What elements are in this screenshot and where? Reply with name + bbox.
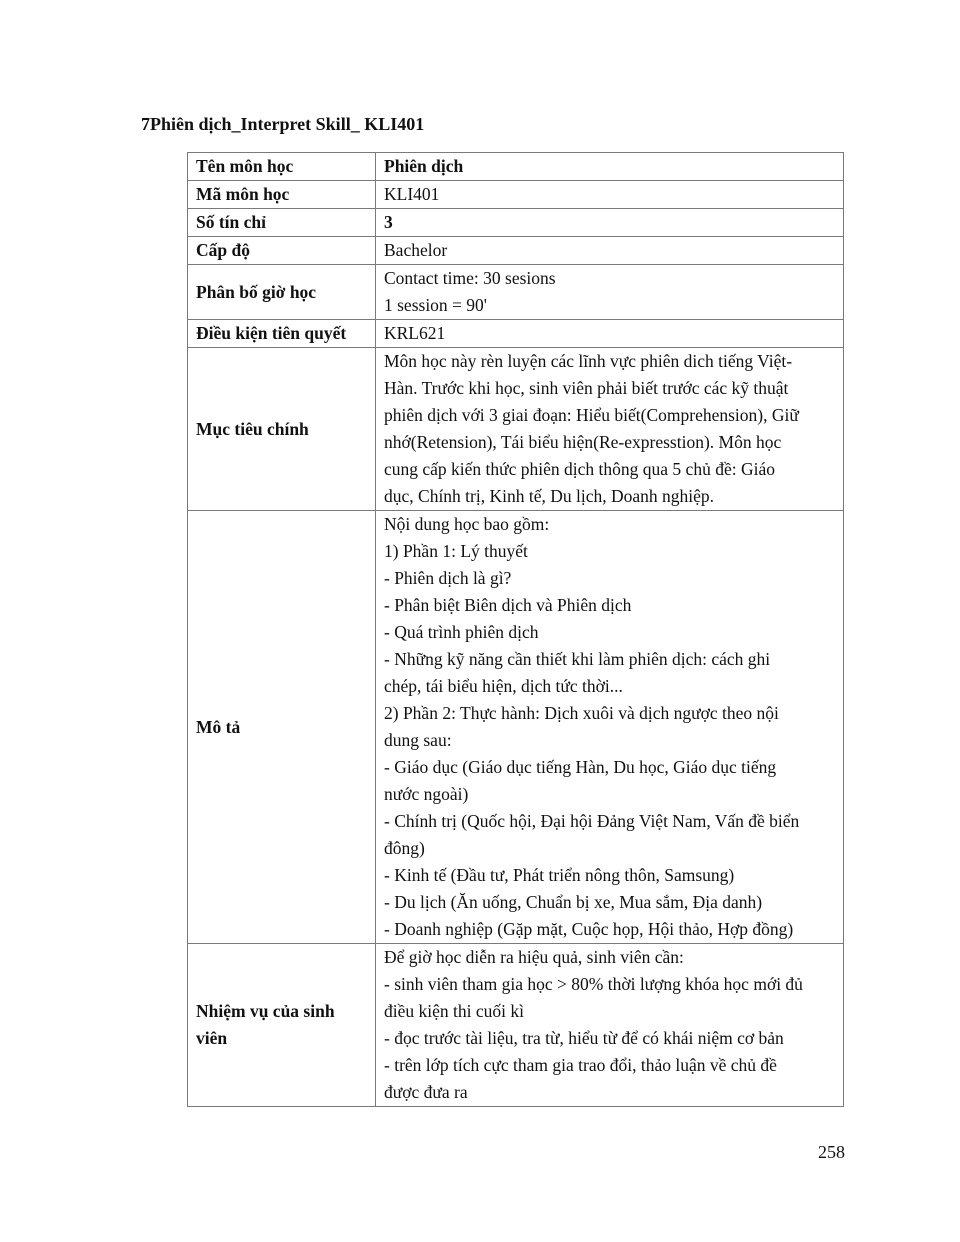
value-line: dung sau:	[384, 730, 452, 750]
row-label: Mục tiêu chính	[188, 348, 376, 511]
row-value	[376, 944, 844, 1107]
value-line: - Du lịch (Ăn uống, Chuẩn bị xe, Mua sắm, Địa danh)	[384, 892, 763, 912]
row-value	[376, 320, 844, 348]
row-label: Điều kiện tiên quyết	[188, 320, 376, 348]
section-heading: 7Phiên dịch_Interpret Skill_ KLI401	[141, 114, 425, 134]
value-line: - Chính trị (Quốc hội, Đại hội Đảng Việt Nam, Vấn đề biển	[384, 811, 800, 831]
row-label: Phân bố giờ học	[188, 265, 376, 320]
value-line: Môn học này rèn luyện các lĩnh vực phiên dich tiếng Việt-	[384, 351, 793, 371]
table-row	[188, 181, 844, 209]
value-line: 3	[384, 212, 393, 232]
value-line: KRL621	[384, 323, 446, 343]
value-line: - sinh viên tham gia học > 80% thời lượng khóa học mới đủ	[384, 974, 803, 994]
value-line: nước ngoài)	[384, 784, 469, 804]
value-line: - Những kỹ năng cần thiết khi làm phiên dịch: cách ghi	[384, 649, 771, 669]
value-line: đông)	[384, 838, 425, 858]
value-line: được đưa ra	[384, 1082, 468, 1102]
table-row	[188, 265, 844, 320]
value-line: nhớ(Retension), Tái biểu hiện(Re-expresstion). Môn học	[384, 432, 782, 452]
row-label: Tên môn học	[188, 153, 376, 181]
value-line: Bachelor	[384, 240, 448, 260]
table-row	[188, 153, 844, 181]
value-line: dục, Chính trị, Kinh tế, Du lịch, Doanh nghiệp.	[384, 486, 715, 506]
value-line: điều kiện thi cuối kì	[384, 1001, 524, 1021]
row-label: Mô tả	[188, 511, 376, 944]
row-label: Nhiệm vụ của sinh viên	[188, 944, 376, 1107]
value-line: cung cấp kiến thức phiên dịch thông qua 5 chủ đề: Giáo	[384, 459, 775, 479]
table-row	[188, 511, 844, 944]
course-info-table	[187, 152, 844, 1107]
value-line: Nội dung học bao gồm:	[384, 514, 550, 534]
value-line: 2) Phần 2: Thực hành: Dịch xuôi và dịch ngược theo nội	[384, 703, 779, 723]
value-line: - Doanh nghiệp (Gặp mặt, Cuộc họp, Hội thảo, Hợp đồng)	[384, 919, 794, 939]
value-line: - Giáo dục (Giáo dục tiếng Hàn, Du học, Giáo dục tiếng	[384, 757, 777, 777]
value-line: phiên dịch với 3 giai đoạn: Hiểu biết(Comprehension), Giữ	[384, 405, 799, 425]
value-line: - đọc trước tài liệu, tra từ, hiểu từ để có khái niệm cơ bản	[384, 1028, 784, 1048]
row-value	[376, 265, 844, 320]
value-line: chép, tái biểu hiện, dịch tức thời...	[384, 676, 623, 696]
row-label: Cấp độ	[188, 237, 376, 265]
row-label: Số tín chỉ	[188, 209, 376, 237]
value-line: Để giờ học diễn ra hiệu quả, sinh viên cần:	[384, 947, 684, 967]
value-line: KLI401	[384, 184, 440, 204]
page-number: 258	[818, 1142, 845, 1162]
value-line: Contact time: 30 sesions	[384, 268, 556, 288]
value-line: - trên lớp tích cực tham gia trao đổi, thảo luận về chủ đề	[384, 1055, 777, 1075]
table-row	[188, 237, 844, 265]
table-row	[188, 944, 844, 1107]
value-line: - Phân biệt Biên dịch và Phiên dịch	[384, 595, 632, 615]
value-line: Hàn. Trước khi học, sinh viên phải biết trước các kỹ thuật	[384, 378, 789, 398]
table-row	[188, 348, 844, 511]
value-line: - Quá trình phiên dịch	[384, 622, 539, 642]
row-label: Mã môn học	[188, 181, 376, 209]
table-row	[188, 320, 844, 348]
row-value	[376, 348, 844, 511]
row-value	[376, 153, 844, 181]
value-line: - Kinh tế (Đầu tư, Phát triển nông thôn, Samsung)	[384, 865, 735, 885]
row-value	[376, 181, 844, 209]
value-line: 1) Phần 1: Lý thuyết	[384, 541, 528, 561]
row-value	[376, 237, 844, 265]
value-line: 1 session = 90'	[384, 295, 487, 315]
row-value	[376, 511, 844, 944]
row-value	[376, 209, 844, 237]
value-line: - Phiên dịch là gì?	[384, 568, 512, 588]
table-row	[188, 209, 844, 237]
value-line: Phiên dịch	[384, 156, 464, 176]
